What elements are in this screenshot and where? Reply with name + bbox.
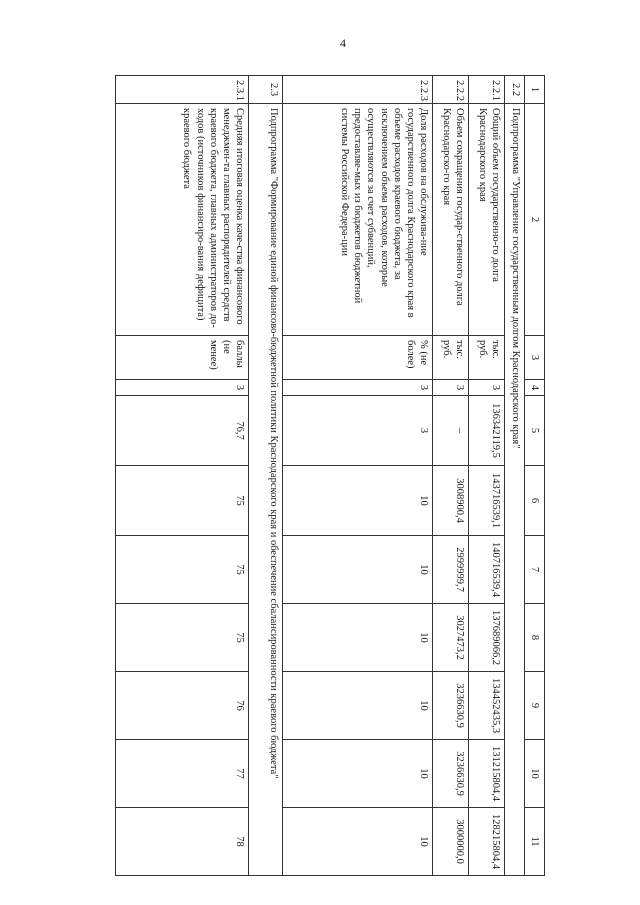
table-row: [433, 76, 469, 876]
indicators-table: [115, 75, 545, 876]
section-title: Подпрограмма "Управление государственным долгом Краснодарского края": [505, 104, 525, 876]
value-cell: 131215804,4: [469, 740, 505, 808]
value-cell: 3027473,2: [433, 604, 469, 672]
status-cell: 3: [116, 380, 249, 396]
rotated-table-container: [115, 75, 545, 875]
status-cell: 3: [283, 380, 433, 396]
row-number: 2.2.3: [283, 76, 433, 104]
row-number: 2.2: [505, 76, 525, 104]
row-number: 2.2.2: [433, 76, 469, 104]
status-cell: 3: [433, 380, 469, 396]
indicator-name: Доля расходов на обслужива-ние государственного долга Краснодарского края в объеме расходов краевого бюджета, за исключением объема расходов, которые осуществляются за счет субвенций, предоставляе-мых из бюджетов бюджетной системы Российской Федера-ции: [283, 104, 433, 336]
unit-cell: тыс. руб.: [433, 336, 469, 380]
value-cell: 75: [116, 466, 249, 536]
value-cell: 10: [283, 740, 433, 808]
value-cell: 136342119,5: [469, 396, 505, 466]
table-row: [469, 76, 505, 876]
value-cell: 128215804,4: [469, 808, 505, 876]
header-cell: 9: [525, 672, 545, 740]
value-cell: 10: [283, 604, 433, 672]
value-cell: 75: [116, 604, 249, 672]
header-cell: 5: [525, 396, 545, 466]
table-row: [116, 76, 249, 876]
unit-cell: тыс. руб.: [469, 336, 505, 380]
value-cell: 76,7: [116, 396, 249, 466]
unit-cell: % (не более): [283, 336, 433, 380]
value-cell: 3236630,9: [433, 740, 469, 808]
table-row: [283, 76, 433, 876]
value-cell: 3008900,4: [433, 466, 469, 536]
value-cell: 2999999,7: [433, 536, 469, 604]
row-number: 2.3.1: [116, 76, 249, 104]
status-cell: 3: [469, 380, 505, 396]
header-cell: 10: [525, 740, 545, 808]
value-cell: 3236630,9: [433, 672, 469, 740]
value-cell: –: [433, 396, 469, 466]
value-cell: 75: [116, 536, 249, 604]
value-cell: 10: [283, 672, 433, 740]
unit-cell: баллы (не менее): [116, 336, 249, 380]
header-cell: 7: [525, 536, 545, 604]
value-cell: 134452435,3: [469, 672, 505, 740]
section-row: [249, 76, 283, 876]
header-cell: 3: [525, 336, 545, 380]
header-cell: 6: [525, 466, 545, 536]
value-cell: 76: [116, 672, 249, 740]
value-cell: 137689066,2: [469, 604, 505, 672]
indicator-name: Общий объем государственно-го долга Краснодарского края: [469, 104, 505, 336]
header-cell: 1: [525, 76, 545, 104]
section-row: [505, 76, 525, 876]
value-cell: 143716539,1: [469, 466, 505, 536]
row-number: 2.3: [249, 76, 283, 104]
value-cell: 78: [116, 808, 249, 876]
value-cell: 77: [116, 740, 249, 808]
header-cell: 11: [525, 808, 545, 876]
indicator-name: Объем сокращения государ-ственного долга Краснодарско-го края: [433, 104, 469, 336]
page-number: 4: [340, 36, 346, 50]
section-title: Подпрограмма "Формирование единой финансово-бюджетной политики Краснодарского края и обеспечение сбалансированности краевого бюджета": [249, 104, 283, 876]
value-cell: 3: [283, 396, 433, 466]
value-cell: 10: [283, 808, 433, 876]
value-cell: 140716539,4: [469, 536, 505, 604]
header-cell: 4: [525, 380, 545, 396]
header-cell: 8: [525, 604, 545, 672]
header-row: [525, 76, 545, 876]
value-cell: 3000000,0: [433, 808, 469, 876]
row-number: 2.2.1: [469, 76, 505, 104]
value-cell: 10: [283, 466, 433, 536]
header-cell: 2: [525, 104, 545, 336]
value-cell: 10: [283, 536, 433, 604]
indicator-name: Средняя итоговая оценка каче-ства финансового менеджмен-та главных распорядителей средств краевого бюджета, главных администраторов до-ходов (источников финансиро-вания дефицита) краевого бюджета: [116, 104, 249, 336]
